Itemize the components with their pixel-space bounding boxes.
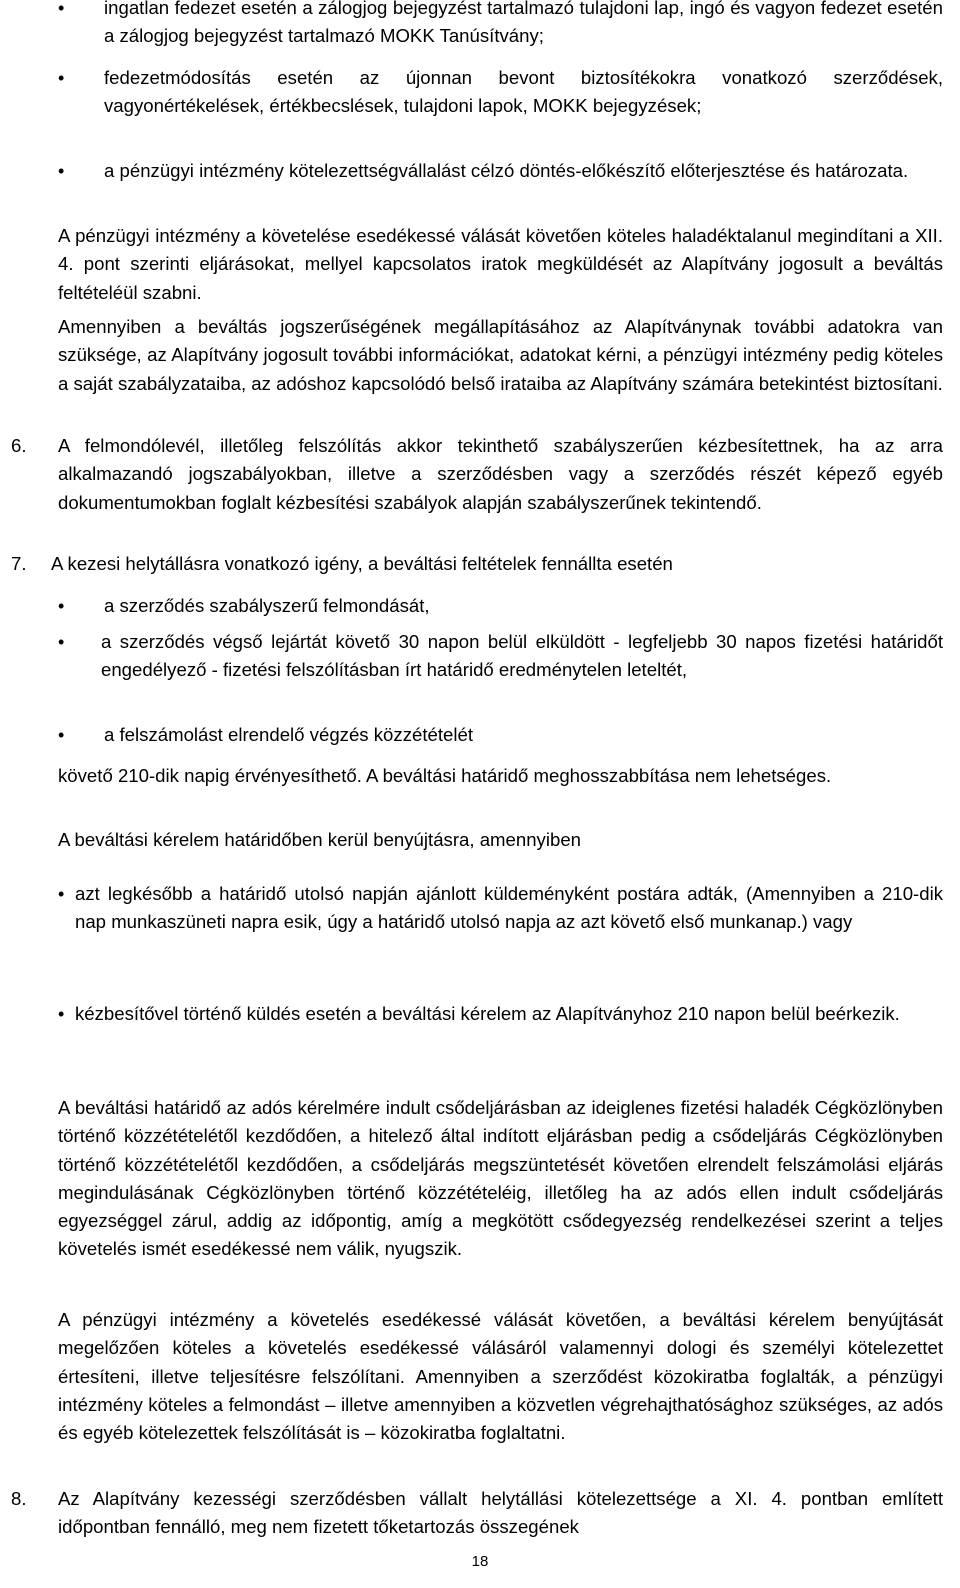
list-item-text: ingatlan fedezet esetén a zálogjog bejegyzést tartalmazó tulajdoni lap, ingó és vagyon fedezet esetén a zálogjog bejegyzést tartalmazó MOKK Tanúsítvány; bbox=[104, 0, 943, 47]
list-item bbox=[58, 0, 943, 51]
paragraph bbox=[58, 1306, 943, 1447]
list-item bbox=[58, 721, 943, 749]
paragraph-text: A beváltási határidő az adós kérelmére indult csődeljárásban az ideiglenes fizetési haladék Cégközlönyben történő közzétételétől kezdődően, a hitelező által indított eljárásban pedig a csődeljárás Cégközlönyben történő közzétételétől kezdődően, a csődeljárás megszüntetését követően elrendelt felszámolási eljárás megindulásának Cégközlönyben történő közzétételéig, illetőleg ha az adós ellen indult csődeljárás egyezséggel zárul, addig az időpontig, amíg a megkötött csődegyezség rendelkezései szerint a teljes követelés ismét esedékessé nem válik, nyugszik. bbox=[58, 1097, 943, 1260]
numbered-item-8 bbox=[11, 1485, 943, 1542]
paragraph bbox=[58, 762, 943, 790]
paragraph bbox=[58, 313, 943, 398]
paragraph-text: A pénzügyi intézmény a követelés esedékessé válását követően, a beváltási kérelem benyújtását megelőzően köteles a követelés esedékessé válásáról valamennyi dologi és személyi kötelezettet értesíteni, illetve teljesítésre felszólítani. Amennyiben a szerződést közokiratba foglalták, a pénzügyi intézmény köteles a felmondást – illetve amennyiben a közvetlen végrehajthatósághoz szükséges, az adós és egyéb kötelezettek felszólítását is – közokiratba foglaltatni. bbox=[58, 1309, 943, 1444]
bullet-icon: • bbox=[58, 884, 65, 904]
numbered-item-6 bbox=[11, 432, 943, 517]
list-item bbox=[58, 1000, 943, 1028]
list-item-text: a felszámolást elrendelő végzés közzétételét bbox=[104, 724, 473, 745]
list-item bbox=[58, 592, 943, 620]
paragraph bbox=[58, 1094, 943, 1264]
paragraph-text: követő 210-dik napig érvényesíthető. A beváltási határidő meghosszabbítása nem lehetséges. bbox=[58, 765, 832, 786]
list-item bbox=[58, 64, 943, 121]
bullet-icon: • bbox=[58, 68, 65, 88]
list-item-text: kézbesítővel történő küldés esetén a beváltási kérelem az Alapítványhoz 210 napon belül beérkezik. bbox=[75, 1003, 900, 1024]
bullet-icon: • bbox=[58, 1004, 65, 1024]
numbered-item-7 bbox=[11, 550, 943, 578]
bullet-icon: • bbox=[58, 725, 65, 745]
paragraph-text: A pénzügyi intézmény a követelése esedékessé válását követően köteles haladéktalanul megindítani a XII. 4. pont szerinti eljárásokat, mellyel kapcsolatos iratok megküldését az Alapítvány jogosult a beváltás feltételéül szabni. bbox=[58, 225, 943, 303]
item-text: Az Alapítvány kezességi szerződésben vállalt helytállási kötelezettsége a XI. 4. pontban említett időpontban fennálló, meg nem fizetett tőketartozás összegének bbox=[58, 1488, 943, 1538]
paragraph bbox=[58, 222, 943, 307]
list-item-text: a pénzügyi intézmény kötelezettségvállalást célzó döntés-előkészítő előterjesztése és határozata. bbox=[104, 160, 909, 181]
list-item-text: a szerződés végső lejártát követő 30 napon belül elküldött - legfeljebb 30 napos fizetési határidőt engedélyező - fizetési felszólításban írt határidő eredménytelen leteltét, bbox=[101, 631, 943, 681]
list-item bbox=[58, 628, 943, 685]
list-item bbox=[58, 157, 943, 185]
paragraph bbox=[58, 826, 943, 854]
item-number: 7. bbox=[11, 553, 27, 574]
bullet-icon: • bbox=[58, 596, 65, 616]
page-number: 18 bbox=[471, 1553, 489, 1570]
item-number: 8. bbox=[11, 1488, 27, 1509]
list-item-text: fedezetmódosítás esetén az újonnan bevont biztosítékokra vonatkozó szerződések, vagyonértékelések, értékbecslések, tulajdoni lapok, MOKK bejegyzések; bbox=[104, 67, 943, 117]
bullet-icon: • bbox=[58, 632, 65, 652]
paragraph-text: A beváltási kérelem határidőben kerül benyújtásra, amennyiben bbox=[58, 829, 582, 850]
list-item-text: a szerződés szabályszerű felmondását, bbox=[104, 595, 430, 616]
bullet-icon: • bbox=[58, 0, 65, 18]
bullet-icon: • bbox=[58, 161, 65, 181]
list-item bbox=[58, 880, 943, 937]
item-number: 6. bbox=[11, 435, 27, 456]
item-text: A kezesi helytállásra vonatkozó igény, a beváltási feltételek fennállta esetén bbox=[51, 553, 673, 574]
item-text: A felmondólevél, illetőleg felszólítás akkor tekinthető szabályszerűen kézbesítettnek, ha az arra alkalmazandó jogszabályokban, illetve a szerződésben vagy a szerződés részét képező egyéb dokumentumokban foglalt kézbesítési szabályok alapján szabályszerűnek tekintendő. bbox=[58, 435, 943, 513]
list-item-text: azt legkésőbb a határidő utolsó napján ajánlott küldeményként postára adták, (Amennyiben a 210-dik nap munkaszüneti napra esik, úgy a határidő utolsó napja az azt követő első munkanap.) vagy bbox=[75, 883, 943, 933]
paragraph-text: Amennyiben a beváltás jogszerűségének megállapításához az Alapítványnak további adatokra van szüksége, az Alapítvány jogosult további információkat, adatokat kérni, a pénzügyi intézmény pedig köteles a saját szabályzataiba, az adóshoz kapcsolódó belső irataiba az Alapítvány számára betekintést biztosítani. bbox=[58, 316, 943, 394]
